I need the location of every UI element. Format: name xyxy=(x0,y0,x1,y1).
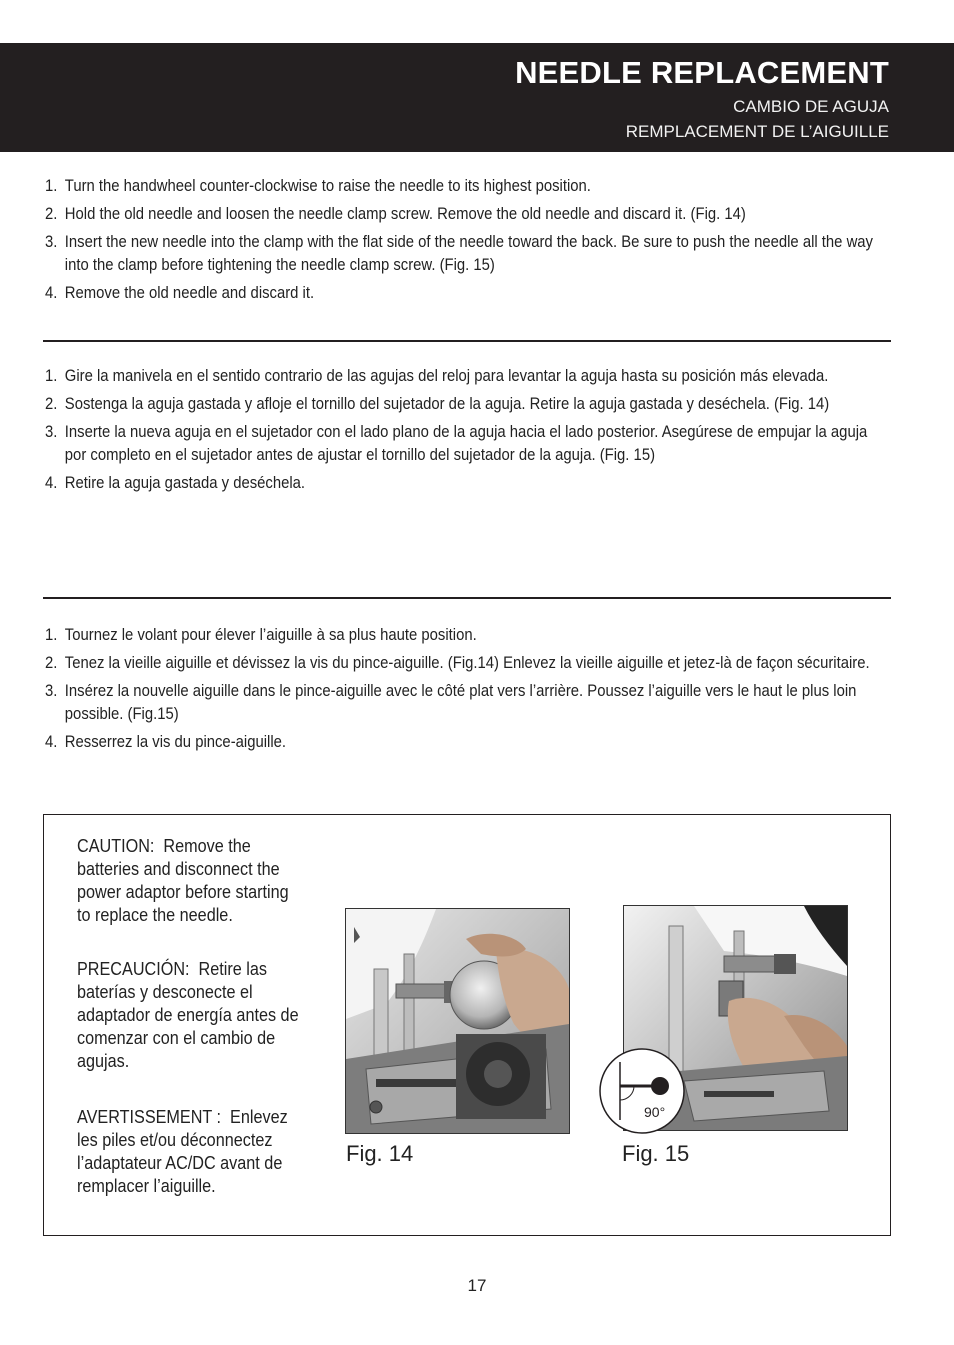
list-item xyxy=(45,231,893,277)
step-number: 2. xyxy=(45,654,58,672)
caution-label: CAUTION: xyxy=(77,836,155,856)
section-divider xyxy=(43,340,891,342)
list-item xyxy=(45,472,893,495)
angle-label: 90° xyxy=(644,1104,666,1120)
header-bar xyxy=(0,43,954,152)
step-number: 3. xyxy=(45,682,58,700)
step-number: 4. xyxy=(45,474,58,492)
list-item xyxy=(45,624,893,647)
section-divider xyxy=(43,597,891,599)
step-text: Remove the old needle and discard it. xyxy=(64,284,315,302)
caution-text: Remove the batteries and disconnect the power adaptor before starting to replace the needle. xyxy=(77,836,289,925)
caution-label: AVERTISSEMENT : xyxy=(77,1107,222,1127)
fig-14-illustration xyxy=(346,909,569,1133)
list-item xyxy=(45,731,893,754)
step-text: Insert the new needle into the clamp with the flat side of the needle toward the back. Be sure to push the needle all the way into the clamp before tightening the needle clamp screw. (Fig. 15) xyxy=(64,233,873,274)
list-item xyxy=(45,203,893,226)
needle-head-dot xyxy=(651,1077,669,1095)
subtitle-french: REMPLACEMENT DE L’AIGUILLE xyxy=(625,122,889,141)
instructions-spanish xyxy=(45,365,868,500)
step-text: Sostenga la aguja gastada y afloje el tornillo del sujetador de la aguja. Retire la aguja gastada y deséchela. (Fig. 14) xyxy=(64,395,830,413)
step-number: 2. xyxy=(45,395,58,413)
list-item xyxy=(45,365,893,388)
caution-box xyxy=(43,814,891,1236)
step-text: Insérez la nouvelle aiguille dans le pince-aiguille avec le côté plat vers l’arrière. Poussez l’aiguille vers le haut le plus loin possible. (Fig.15) xyxy=(64,682,857,723)
step-text: Resserrez la vis du pince-aiguille. xyxy=(64,733,287,751)
step-number: 1. xyxy=(45,367,58,385)
step-text: Tenez la vieille aiguille et dévissez la vis du pince-aiguille. (Fig.14) Enlevez la vieille aiguille et jetez-là de façon sécuritaire. xyxy=(64,654,870,672)
caution-english xyxy=(77,835,302,927)
step-number: 3. xyxy=(45,423,58,441)
caution-text: Retire las baterías y desconecte el adaptador de energía antes de comenzar con el cambio de agujas. xyxy=(77,959,299,1071)
list-item xyxy=(45,175,893,198)
step-text: Retire la aguja gastada y deséchela. xyxy=(64,474,306,492)
fig-14-photo xyxy=(345,908,570,1134)
subtitle-spanish: CAMBIO DE AGUJA xyxy=(733,97,889,116)
step-number: 1. xyxy=(45,626,58,644)
list-item xyxy=(45,282,893,305)
caution-label: PRECAUCIÓN: xyxy=(77,959,190,979)
step-number: 4. xyxy=(45,733,58,751)
list-item xyxy=(45,393,893,416)
needle-angle-badge xyxy=(598,1047,686,1135)
caution-spanish xyxy=(77,958,302,1073)
step-text: Turn the handwheel counter-clockwise to raise the needle to its highest position. xyxy=(64,177,591,195)
caution-french xyxy=(77,1106,302,1198)
instructions-french xyxy=(45,624,870,759)
step-number: 4. xyxy=(45,284,58,302)
list-item xyxy=(45,421,893,467)
instructions-english xyxy=(45,175,873,310)
list-item xyxy=(45,652,893,675)
step-number: 2. xyxy=(45,205,58,223)
page-number: 17 xyxy=(467,1276,487,1295)
step-text: Hold the old needle and loosen the needle clamp screw. Remove the old needle and discard it. (Fig. 14) xyxy=(64,205,746,223)
step-text: Gire la manivela en el sentido contrario de las agujas del reloj para levantar la aguja hasta su posición más elevada. xyxy=(64,367,829,385)
page-title: NEEDLE REPLACEMENT xyxy=(515,55,889,90)
step-text: Tournez le volant pour élever l’aiguille à sa plus haute position. xyxy=(64,626,477,644)
step-number: 3. xyxy=(45,233,58,251)
fig-14-caption: Fig. 14 xyxy=(346,1141,414,1166)
caution-text: Enlevez les piles et/ou déconnectez l’adaptateur AC/DC avant de remplacer l’aiguille. xyxy=(77,1107,288,1196)
step-text: Inserte la nueva aguja en el sujetador con el lado plano de la aguja hacia el lado posterior. Asegúrese de empujar la aguja por completo en el sujetador antes de ajustar el tornillo del sujetador de la aguja. (Fig. 15) xyxy=(64,423,868,464)
badge-circle xyxy=(600,1049,684,1133)
fig-15-caption: Fig. 15 xyxy=(622,1141,690,1166)
list-item xyxy=(45,680,893,726)
step-number: 1. xyxy=(45,177,58,195)
